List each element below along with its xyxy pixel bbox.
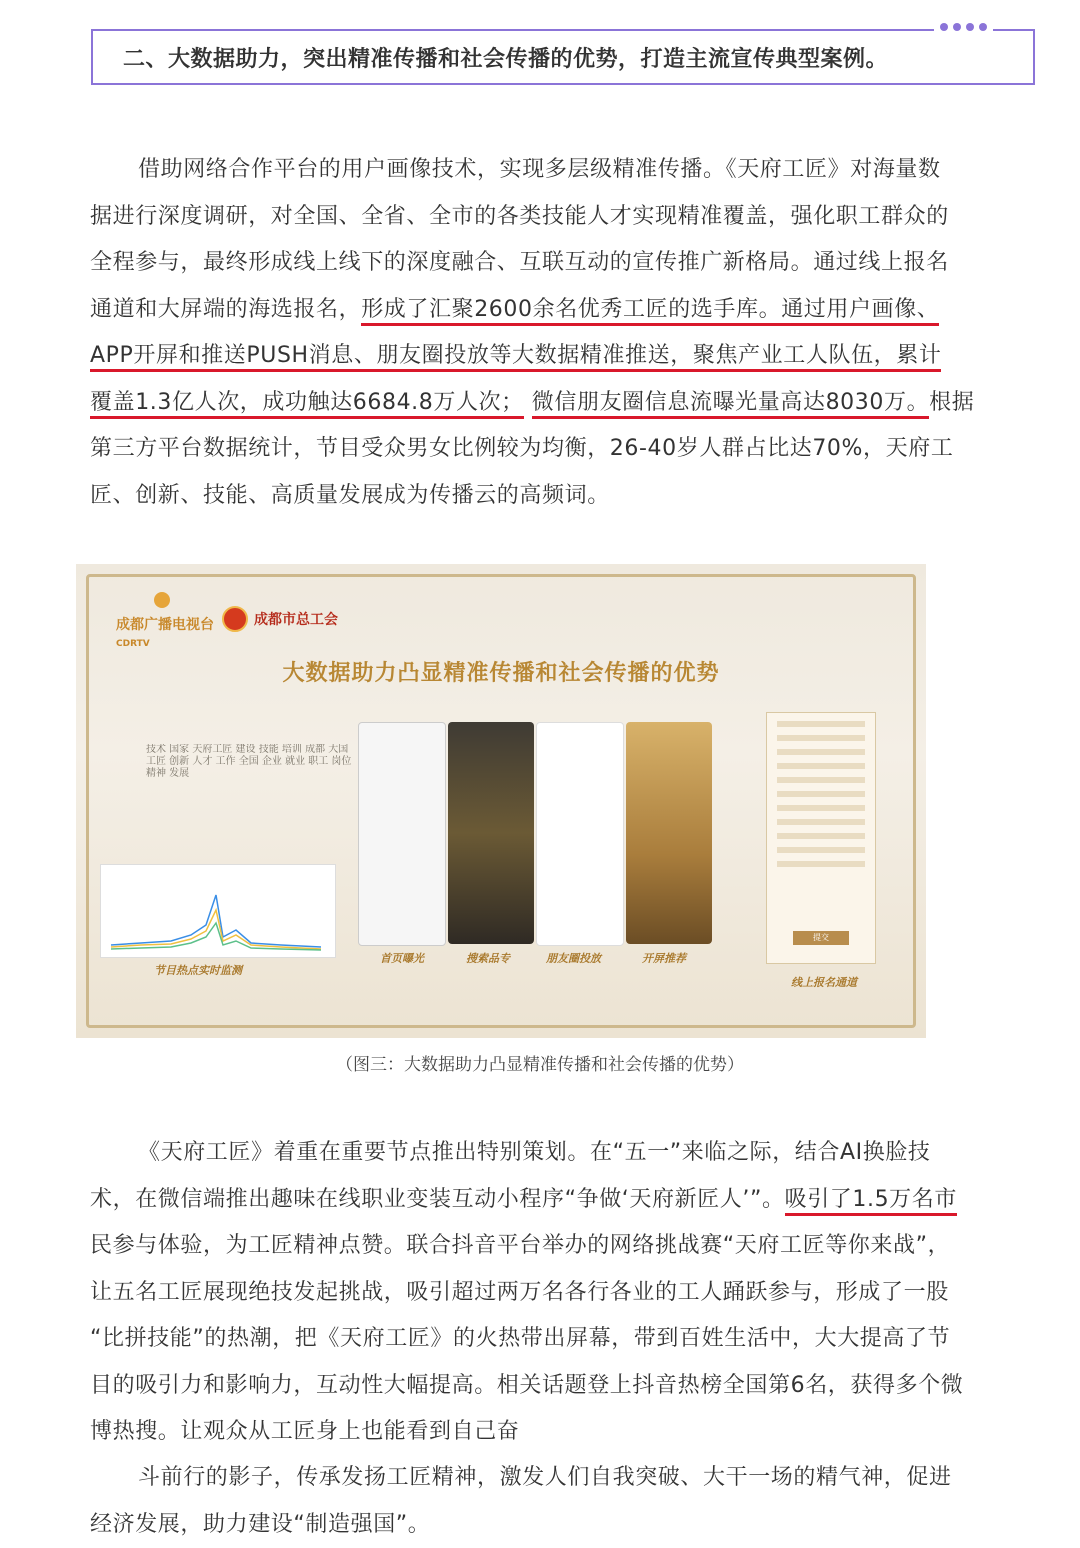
text-line: 术，在微信端推出趣味在线职业变装互动小程序“争做‘天府新匠人’”。吸引了1.5万名市 xyxy=(90,1177,1040,1224)
text-line: 第三方平台数据统计，节目受众男女比例较为均衡，26-40岁人群占比达70%，天府工 xyxy=(90,436,954,461)
phone-label: 搜索品专 xyxy=(466,952,510,965)
union-badge-icon xyxy=(222,606,248,632)
text-line: 据进行深度调研，对全国、全省、全市的各类技能人才实现精准覆盖，强化职工群众的 xyxy=(90,203,949,229)
section-header-box xyxy=(91,29,1035,85)
paragraph-2 xyxy=(90,1130,1040,1456)
text-line: 经济发展，助力建设“制造强国”。 xyxy=(90,1511,431,1537)
text-line: 让五名工匠展现绝技发起挑战，吸引超过两万名各行各业的工人踊跃参与，形成了一股 xyxy=(90,1279,949,1305)
underlined-highlight: 覆盖1.3亿人次，成功触达6684.8万人次； xyxy=(90,390,524,419)
text-line: 博热搜。让观众从工匠身上也能看到自己奋 xyxy=(90,1419,520,1444)
underlined-highlight: APP开屏和推送PUSH消息、朋友圈投放等大数据精准推送，聚焦产业工人队伍，累计 xyxy=(90,343,941,372)
decorative-dots-icon xyxy=(934,23,993,31)
form-submit-mock: 提交 xyxy=(793,931,849,945)
paragraph-1 xyxy=(90,147,1040,519)
text-line: 民参与体验，为工匠精神点赞。联合抖音平台举办的网络挑战赛“天府工匠等你来战”， xyxy=(90,1233,951,1258)
text-line: 覆盖1.3亿人次，成功触达6684.8万人次； 微信朋友圈信息流曝光量高达8030万。根据 xyxy=(90,380,1040,427)
paragraph-3 xyxy=(90,1455,1040,1548)
figure-caption: （图三：大数据助力凸显精准传播和社会传播的优势） xyxy=(336,1055,744,1075)
figure-image xyxy=(76,564,926,1038)
text-line: 目的吸引力和影响力，互动性大幅提高。相关话题登上抖音热榜全国第6名，获得多个微 xyxy=(90,1372,964,1398)
form-label: 线上报名通道 xyxy=(791,976,857,989)
phone-screenshot xyxy=(448,722,534,944)
underlined-highlight: 微信朋友圈信息流曝光量高达8030万。 xyxy=(532,390,929,419)
phone-screenshot xyxy=(358,722,446,946)
text-line: 全程参与，最终形成线上线下的深度融合、互联互动的宣传推广新格局。通过线上报名 xyxy=(90,250,949,275)
underlined-highlight: 吸引了1.5万名市 xyxy=(785,1187,957,1216)
signup-form-mockup xyxy=(766,712,876,964)
text-line: 斗前行的影子，传承发扬工匠精神，激发人们自我突破、大干一场的精气神，促进 xyxy=(138,1465,952,1490)
phone-label: 开屏推荐 xyxy=(642,952,686,965)
hotspot-line-chart xyxy=(100,864,336,958)
phone-label: 首页曝光 xyxy=(380,952,424,965)
text-line: “比拼技能”的热潮，把《天府工匠》的火热带出屏幕，带到百姓生活中，大大提高了节 xyxy=(90,1326,951,1351)
union-logo: 成都市总工会 xyxy=(222,606,338,632)
phone-screenshot xyxy=(536,722,624,946)
cdrtv-logo: 成都广播电视台 CDRTV xyxy=(116,614,214,650)
moon-logo-icon xyxy=(154,592,170,608)
text-line: 通道和大屏端的海选报名，形成了汇聚2600余名优秀工匠的选手库。通过用户画像、 xyxy=(90,287,1040,334)
phone-mockups xyxy=(358,722,712,946)
word-cloud: 技术 国家 天府工匠 建设 技能 培训 成都 大国工匠 创新 人才 工作 全国 企业 就业 职工 岗位 精神 发展 xyxy=(146,744,352,779)
phone-label: 朋友圈投放 xyxy=(546,952,601,965)
phone-screenshot xyxy=(626,722,712,944)
text-line: 匠、创新、技能、高质量发展成为传播云的高频词。 xyxy=(90,482,610,508)
line-chart-graphic xyxy=(101,865,335,957)
figure-title: 大数据助力凸显精准传播和社会传播的优势 xyxy=(282,661,720,686)
underlined-highlight: 形成了汇聚2600余名优秀工匠的选手库。通过用户画像、 xyxy=(361,297,939,326)
section-title: 二、大数据助力，突出精准传播和社会传播的优势，打造主流宣传典型案例。 xyxy=(123,47,889,72)
chart-label: 节目热点实时监测 xyxy=(154,964,242,977)
text-line: 借助网络合作平台的用户画像技术，实现多层级精准传播。《天府工匠》对海量数 xyxy=(138,157,941,182)
text-line xyxy=(90,333,1040,380)
text-line: 《天府工匠》着重在重要节点推出特别策划。在“五一”来临之际，结合AI换脸技 xyxy=(138,1140,931,1165)
